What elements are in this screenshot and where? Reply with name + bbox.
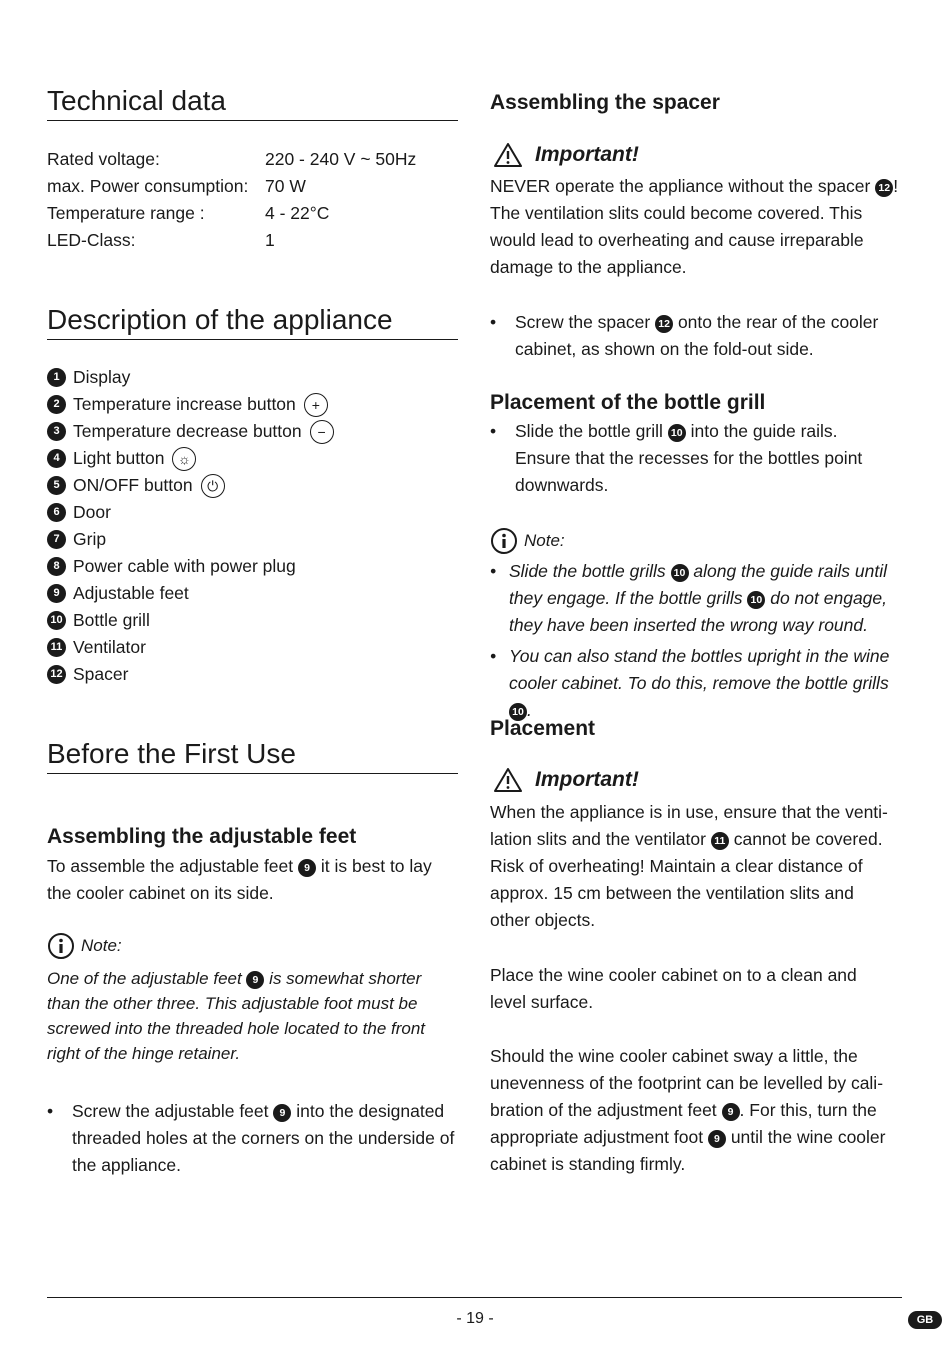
list-item-label: Light button (73, 448, 165, 468)
number-badge: 1 (47, 368, 66, 387)
list-item-label: Temperature decrease button (73, 421, 302, 441)
first-use-heading: Before the First Use (47, 737, 458, 774)
list-item-label: Door (73, 502, 111, 522)
adjustable-feet-intro: To assemble the adjustable feet 9 it is best to lay the cooler cabinet on its side. (47, 856, 432, 903)
list-item (47, 499, 111, 526)
number-badge: 4 (47, 449, 66, 468)
number-badge: 9 (47, 584, 66, 603)
spacer-heading: Assembling the spacer (490, 91, 720, 114)
note-header (47, 932, 122, 960)
spec-value: 1 (265, 230, 275, 250)
power-icon: ⏻ (201, 474, 225, 498)
warning-icon (493, 767, 523, 793)
spec-label: Rated voltage: (47, 149, 160, 169)
placement-paragraph: Place the wine cooler cabinet on to a clean and level surface. (490, 965, 857, 1012)
list-item-label: Ventilator (73, 637, 146, 657)
warning-icon (493, 142, 523, 168)
number-badge: 9 (246, 971, 264, 989)
bullet-dot: • (490, 421, 497, 441)
note-label: Note: (524, 531, 565, 550)
bullet-text: Screw the adjustable feet 9 into the designated threaded holes at the corners on the underside of the appliance. (72, 1101, 455, 1175)
important-header (493, 767, 639, 793)
number-badge: 11 (47, 638, 66, 657)
list-item (47, 526, 106, 553)
important-header (493, 142, 639, 168)
number-badge: 2 (47, 395, 66, 414)
number-badge: 9 (273, 1104, 291, 1122)
list-item (47, 445, 196, 472)
spec-value: 70 W (265, 176, 306, 196)
list-item (47, 580, 189, 607)
spec-label: max. Power consumption: (47, 176, 249, 196)
number-badge: 11 (711, 832, 729, 850)
list-item (47, 364, 130, 391)
spacer-warning: NEVER operate the appliance without the spacer 12 ! The ventilation slits could become covered. This would lead to overheating and cause irreparable damage to the appliance. (490, 176, 899, 277)
list-item-label: Bottle grill (73, 610, 150, 630)
note-header (490, 527, 565, 555)
page-number: - 19 - (456, 1310, 494, 1327)
number-badge: 10 (671, 564, 689, 582)
number-badge: 9 (722, 1103, 740, 1121)
bullet-text: You can also stand the bottles upright in the wine cooler cabinet. To do this, remove the bottle grills 10 . (509, 646, 890, 720)
number-badge: 12 (875, 179, 893, 197)
bullet-text: Screw the spacer 12 onto the rear of the cooler cabinet, as shown on the fold-out side. (515, 312, 879, 359)
list-item-label: Power cable with power plug (73, 556, 296, 576)
important-label: Important! (535, 143, 639, 166)
list-item-label: Grip (73, 529, 107, 549)
bullet-dot: • (490, 646, 497, 666)
bullet-dot: • (47, 1101, 54, 1121)
spec-value: 220 - 240 V ~ 50Hz (265, 149, 417, 169)
bullet-dot: • (490, 312, 497, 332)
placement-heading: Placement (490, 717, 596, 740)
list-item-label: Temperature increase button (73, 394, 296, 414)
list-item (47, 607, 150, 634)
number-badge: 9 (708, 1130, 726, 1148)
language-badge: GB (908, 1311, 942, 1329)
bullet-text: Slide the bottle grill 10 into the guide rails. Ensure that the recesses for the bottles point downwards. (515, 421, 863, 495)
technical-data-heading: Technical data (47, 84, 458, 121)
number-badge: 6 (47, 503, 66, 522)
number-badge: 12 (655, 315, 673, 333)
spec-label: Temperature range : (47, 203, 205, 223)
list-item (47, 418, 334, 445)
temperature-decrease-icon: − (310, 420, 334, 444)
number-badge: 10 (47, 611, 66, 630)
spec-value: 4 - 22°C (265, 203, 330, 223)
footer-divider (47, 1297, 902, 1298)
number-badge: 9 (298, 859, 316, 877)
number-badge: 7 (47, 530, 66, 549)
list-item (47, 472, 225, 499)
bottle-grill-heading: Placement of the bottle grill (490, 391, 766, 414)
info-icon (490, 527, 518, 555)
list-item-label: Display (73, 367, 131, 387)
list-item (47, 391, 328, 418)
number-badge: 10 (509, 703, 527, 721)
bullet-dot: • (490, 561, 497, 581)
spec-label: LED-Class: (47, 230, 136, 250)
number-badge: 12 (47, 665, 66, 684)
number-badge: 3 (47, 422, 66, 441)
number-badge: 10 (747, 591, 765, 609)
list-item-label: Spacer (73, 664, 129, 684)
temperature-increase-icon: + (304, 393, 328, 417)
number-badge: 10 (668, 424, 686, 442)
list-item (47, 634, 146, 661)
info-icon (47, 932, 75, 960)
description-heading: Description of the appliance (47, 303, 458, 340)
number-badge: 5 (47, 476, 66, 495)
placement-warning: When the appliance is in use, ensure that the venti-lation slits and the ventilator 11 cannot be covered. Risk of overheating! Maintain a clear distance of approx. 15 cm between the ventilation slits and other objects. (490, 802, 888, 930)
placement-paragraph: Should the wine cooler cabinet sway a little, the unevenness of the footprint can be levelled by cali-bration of the adjustment feet 9 . For this, turn the appropriate adjustment foot 9 until the wine cooler cabinet is standing firmly. (490, 1046, 886, 1174)
bullet-text: Slide the bottle grills 10 along the guide rails until they engage. If the bottle grills 10 do not engage, they have been inserted the wrong way round. (509, 561, 888, 635)
adjustable-feet-note: One of the adjustable feet 9 is somewhat shorter than the other three. This adjustable foot must be screwed into the threaded hole located to the front right of the hinge retainer. (47, 969, 426, 1063)
light-bulb-icon: ☼ (172, 447, 196, 471)
adjustable-feet-heading: Assembling the adjustable feet (47, 825, 357, 848)
list-item (47, 661, 128, 688)
list-item (47, 553, 296, 580)
important-label: Important! (535, 768, 639, 791)
number-badge: 8 (47, 557, 66, 576)
list-item-label: ON/OFF button (73, 475, 193, 495)
note-label: Note: (81, 936, 122, 955)
list-item-label: Adjustable feet (73, 583, 189, 603)
